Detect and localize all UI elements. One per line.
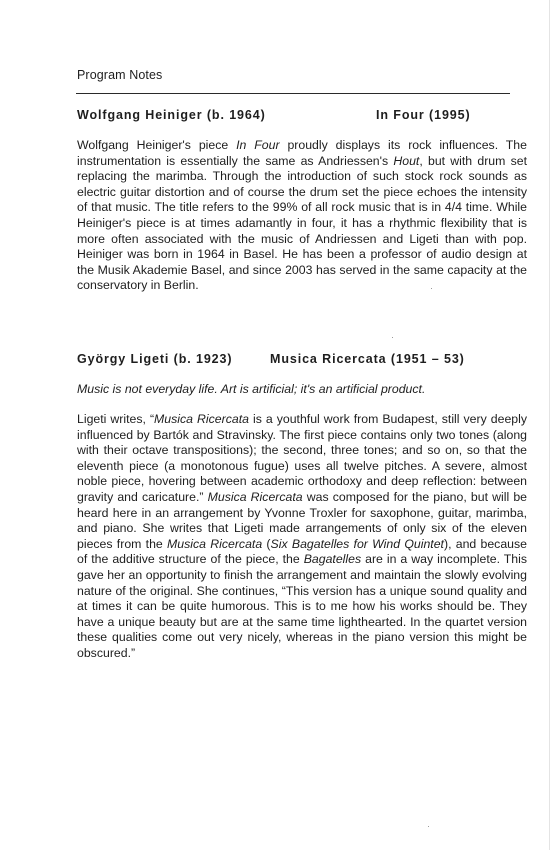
scan-speck [428,826,429,827]
composer-name: Wolfgang Heiniger (b. 1964) [77,108,266,122]
page-header-label: Program Notes [77,68,163,82]
program-note-ligeti: Ligeti writes, “Musica Ricercata is a youthful work from Budapest, still very deeply influenced by Bartók and Stravinsky. The first piece contains only two tones (along with their octave transpositions); the second, three tones; and so on, so that the eleventh piece (a monotonous fugue) uses all twelve pitches. A severe, almost noble piece, hovering between academic orthodoxy and deep reflection: between gravity and caricature.” Musica Ricercata was composed for the piano, but will be heard here in an arrangement by Yvonne Troxler for saxophone, guitar, marimba, and piano. She writes that Ligeti made arrangements of only six of the eleven pieces from the Musica Ricercata (Six Bagatelles for Wind Quintet), and because of the additive structure of the piece, the Bagatelles are in a way incomplete. This gave her an opportunity to finish the arrangement and maintain the slowly evolving nature of the original. She continues, “This version has a unique sound quality and at times it can be quite humorous. This is to me how his works should be. They have a unique beauty but are at the same time lighthearted. In the quartet version these qualities come out very nicely, whereas in the piano version this might be obscured.” [77,412,528,660]
piece-heading-ligeti [77,352,527,370]
italic-text: In Four [236,138,280,152]
scan-speck [392,337,393,338]
italic-text: Musica Ricercata [154,412,249,426]
italic-text: Bagatelles [303,552,362,567]
work-title: Musica Ricercata (1951 – 53) [270,352,465,366]
italic-text: Musica Ricercata [167,536,263,551]
program-note-heiniger: Wolfgang Heiniger's piece In Four proudly displays its rock influences. The instrumentation is essentially the same as Andriessen's Hout, but with drum set replacing the marimba. Through the introduction of such stock rock sounds as electric guitar distortion and of course the drum set the piece echoes the intensity of that music. The title refers to the 99% of all rock music that is in 4/4 time. While Heiniger's piece is at times adamantly in four, it has a rhythmic flexibility that is more often associated with the music of Andriessen and Ligeti than with pop. Heiniger was born in 1964 in Basel. He has been a professor of audio design at the Musik Akademie Basel, and since 2003 has served in the same capacity at the conservatory in Berlin. [77,138,527,293]
scan-speck [431,288,432,289]
composer-name: György Ligeti (b. 1923) [77,352,233,366]
header-rule [76,93,510,94]
italic-text: Hout [393,153,420,168]
italic-text: Six Bagatelles for Wind Quintet [270,536,444,551]
work-title: In Four (1995) [376,108,471,122]
epigraph-quote: Music is not everyday life. Art is artificial; it's an artificial product. [77,382,426,396]
italic-text: Musica Ricercata [207,489,303,504]
piece-heading-heiniger [77,108,527,126]
